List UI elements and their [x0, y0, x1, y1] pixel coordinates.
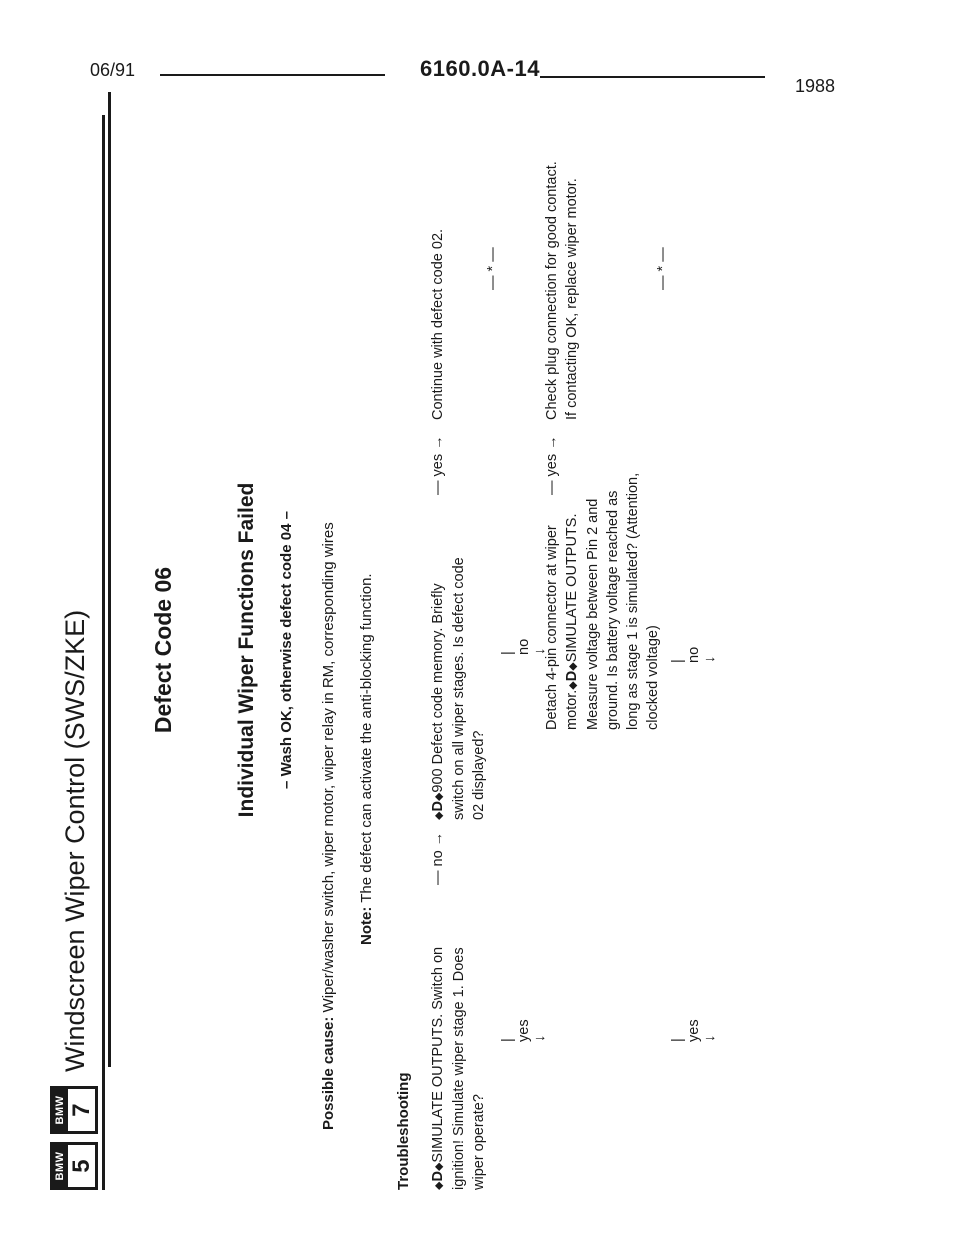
step-3-yes-result: [542, 161, 582, 420]
step-3-end-marker: — * —: [655, 247, 671, 290]
possible-cause-text: Wiper/washer switch, wiper motor, wiper relay in RM, corresponding wires: [320, 522, 337, 1013]
yes-branch-1-label: yes: [516, 1019, 532, 1042]
step-1-line-2: ignition! Simulate wiper stage 1. Does: [451, 947, 467, 1190]
step-3-line-3: Measure voltage between Pin 2 and: [585, 498, 601, 730]
no-branch-2: [500, 639, 548, 655]
step-2-line-2: switch on all wiper stages. Is defect code: [451, 557, 467, 820]
note-text: The defect can activate the anti-blocking function.: [358, 573, 375, 903]
no-branch-3: [670, 647, 718, 663]
step-3-line-2: motor.◆D◆SIMULATE OUTPUTS.: [564, 513, 580, 730]
bmw-7-logo: [50, 1086, 98, 1134]
header-year: 1988: [795, 76, 836, 96]
yes-branch-3: — yes →: [544, 435, 560, 495]
note-label: Note:: [358, 906, 375, 945]
step-2-end-marker: — * —: [485, 247, 501, 290]
note: [358, 573, 375, 945]
logo-brand-text: BMW: [53, 1145, 68, 1187]
step-1-line-3: wiper operate?: [471, 1094, 487, 1190]
step-3-yes-result-line-1: Check plug connection for good contact.: [544, 161, 560, 420]
defect-code-title: Defect Code 06: [150, 566, 176, 734]
step-3-yes-result-line-2: If contacting OK, replace wiper motor.: [564, 178, 580, 420]
yes-branch-4-arrow: ↓: [702, 1034, 718, 1042]
step-2-text: [428, 557, 489, 820]
step-3-line-6: clocked voltage): [645, 625, 661, 730]
brand-title: Windscreen Wiper Control (SWS/ZKE): [60, 609, 90, 1072]
step-3-text: [542, 473, 663, 730]
no-branch-3-bar: |: [670, 659, 686, 663]
header-page-code: 6160.0A-14: [420, 56, 540, 81]
logo-brand-text: BMW: [53, 1089, 68, 1131]
no-branch-3-label: no: [686, 646, 702, 663]
yes-branch-1-arrow: ↓: [532, 1034, 548, 1042]
logo-series-number: 7: [68, 1103, 95, 1117]
no-branch-1: — no →: [430, 831, 446, 885]
yes-branch-2: — yes →: [430, 435, 446, 495]
header-date: 06/91: [90, 60, 136, 80]
step-3-line-1: Detach 4-pin connector at wiper: [544, 525, 560, 730]
bmw-5-logo: [50, 1142, 98, 1190]
no-branch-3-arrow: ↓: [702, 655, 718, 663]
step-1-text: [428, 947, 489, 1190]
rotated-page: [50, 110, 770, 1190]
yes-branch-4: [670, 1019, 718, 1042]
possible-cause-label: Possible cause:: [320, 1016, 337, 1130]
logo-series-number: 5: [68, 1159, 95, 1173]
step-2-line-3: 02 displayed?: [471, 730, 487, 820]
defect-subsubtitle: – Wash OK, otherwise defect code 04 –: [278, 511, 295, 789]
brand-rule: [102, 115, 105, 1190]
step-2-line-1: ◆D◆900 Defect code memory. Briefly: [430, 583, 446, 820]
step-3-line-4: ground. Is battery voltage reached as: [605, 490, 621, 730]
step-1-line-1: ◆D◆SIMULATE OUTPUTS. Switch on: [430, 946, 446, 1190]
yes-branch-4-bar: |: [670, 1038, 686, 1042]
troubleshooting-heading: Troubleshooting: [395, 1072, 412, 1190]
yes-branch-4-label: yes: [686, 1019, 702, 1042]
step-3-line-5: long as stage 1 is simulated? (Attention,: [625, 472, 641, 730]
yes-branch-1-bar: |: [500, 1038, 516, 1042]
defect-subtitle: Individual Wiper Functions Failed: [235, 482, 258, 818]
header-rule-right: [540, 76, 765, 78]
no-branch-2-bar: |: [500, 651, 516, 655]
yes-branch-1: [500, 1019, 548, 1042]
header-rule-left: [160, 74, 385, 76]
no-branch-2-label: no: [516, 638, 532, 655]
possible-cause: [320, 522, 337, 1130]
step-2-yes-result: Continue with defect code 02.: [430, 228, 446, 420]
no-branch-2-arrow: ↓: [532, 647, 548, 655]
